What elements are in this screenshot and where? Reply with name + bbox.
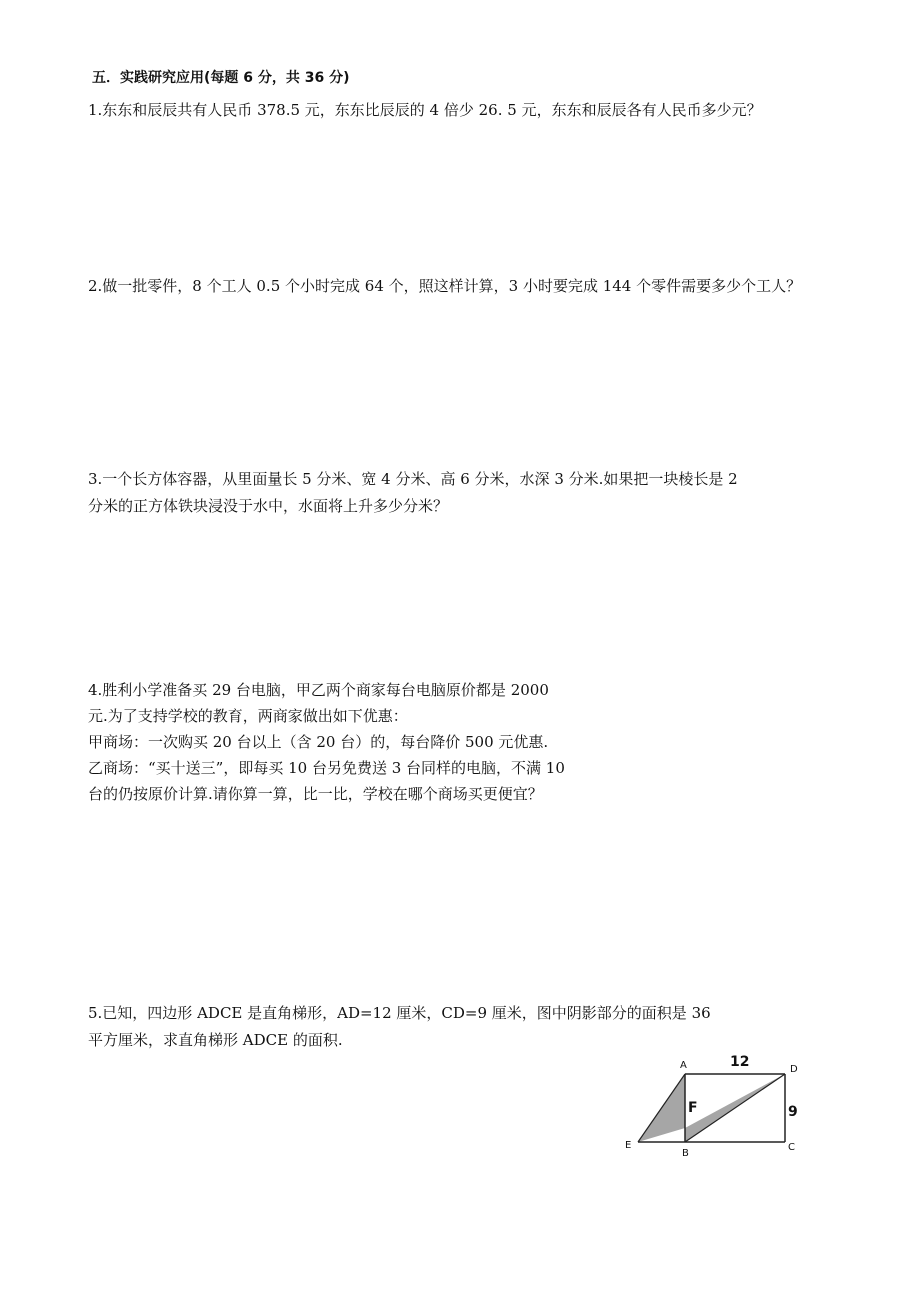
label-b: B [682, 1148, 689, 1159]
section-title: 五．实践研究应用(每题 6 分，共 36 分) [92, 70, 350, 86]
question-5-line-2: 平方厘米，求直角梯形 ADCE 的面积. [88, 1031, 343, 1049]
label-c: C [788, 1142, 795, 1153]
question-5-line-1: 5.已知，四边形 ADCE 是直角梯形，AD=12 厘米，CD=9 厘米，图中阴影部分的面积是 36 [88, 1004, 711, 1022]
trapezoid-figure [620, 1050, 820, 1160]
label-f: F [688, 1100, 698, 1116]
question-4-line-1: 4.胜利小学准备买 29 台电脑，甲乙两个商家每台电脑原价都是 2000 [88, 681, 549, 699]
question-4-line-4: 乙商场：“买十送三”，即每买 10 台另免费送 3 台同样的电脑，不满 10 [88, 759, 565, 777]
question-3-line-1: 3.一个长方体容器，从里面量长 5 分米、宽 4 分米、高 6 分米，水深 3 分米.如果把一块棱长是 2 [88, 470, 738, 488]
question-4-line-3: 甲商场：一次购买 20 台以上（含 20 台）的，每台降价 500 元优惠. [88, 733, 549, 751]
question-1-line-1: 1.东东和辰辰共有人民币 378.5 元，东东比辰辰的 4 倍少 26. 5 元，东东和辰辰各有人民币多少元？ [88, 101, 762, 119]
label-e: E [625, 1140, 632, 1151]
question-4-line-5: 台的仍按原价计算.请你算一算，比一比，学校在哪个商场买更便宜？ [88, 785, 543, 803]
question-3-line-2: 分米的正方体铁块浸没于水中，水面将上升多少分米？ [88, 497, 449, 515]
label-top-length: 12 [730, 1054, 750, 1070]
label-right-length: 9 [788, 1104, 798, 1120]
edge-bd [685, 1074, 785, 1142]
label-a: A [680, 1060, 687, 1071]
question-4-line-2: 元.为了支持学校的教育，两商家做出如下优惠： [88, 707, 408, 725]
label-d: D [790, 1064, 798, 1075]
question-2-line-1: 2.做一批零件，8 个工人 0.5 个小时完成 64 个，照这样计算，3 小时要完成 144 个零件需要多少个工人？ [88, 277, 802, 295]
